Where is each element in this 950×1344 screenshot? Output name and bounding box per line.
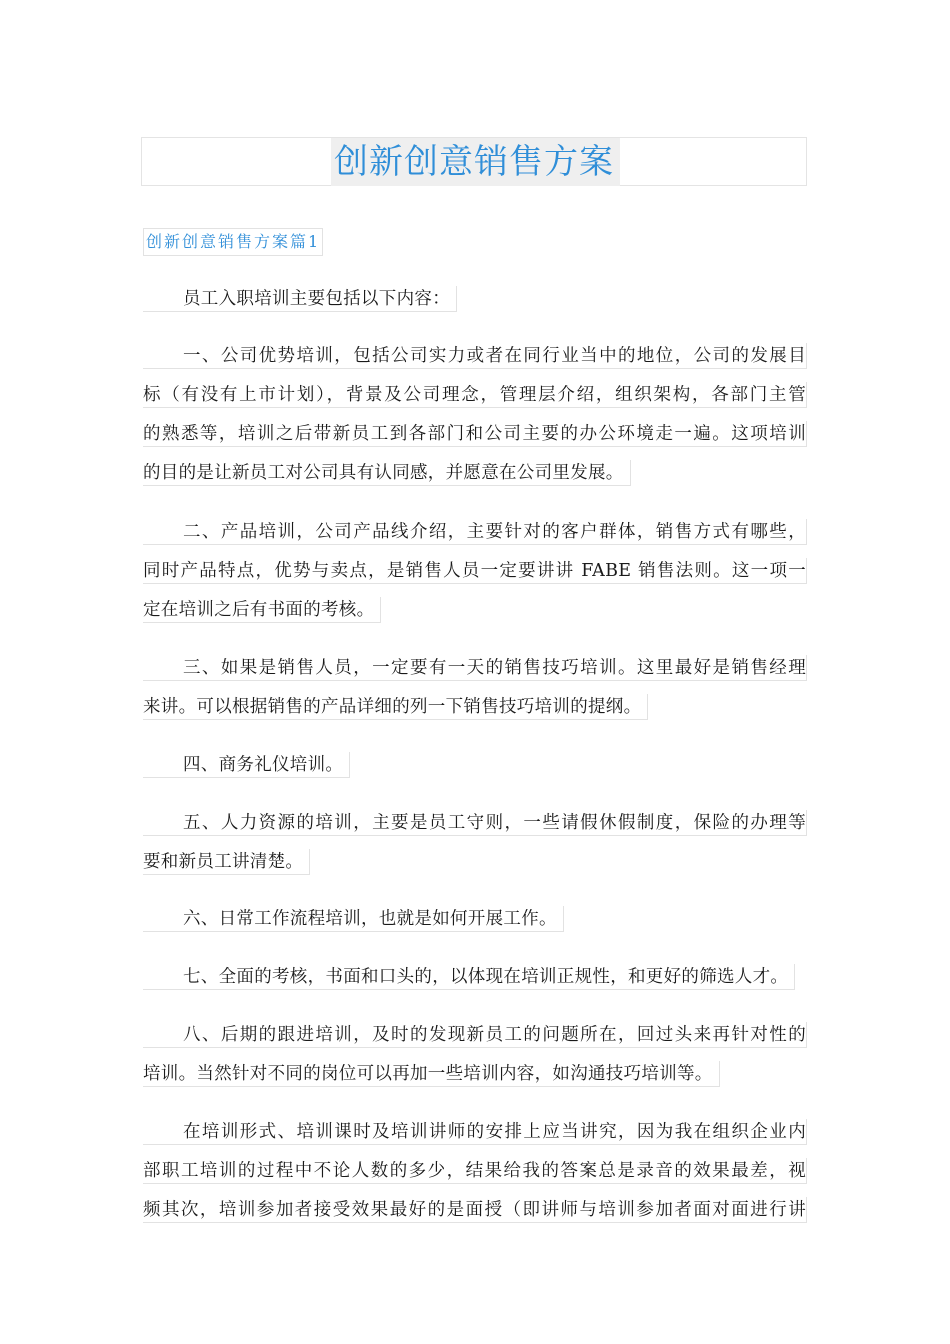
paragraph-line: 二、产品培训，公司产品线介绍，主要针对的客户群体，销售方式有哪些， xyxy=(143,519,807,545)
paragraph-line: 部职工培训的过程中不论人数的多少，结果给我的答案总是录音的效果最差，视 xyxy=(143,1158,807,1184)
paragraph xyxy=(143,343,807,503)
paragraph-line: 的熟悉等，培训之后带新员工到各部门和公司主要的办公环境走一遍。这项培训 xyxy=(143,421,807,447)
document-title-box xyxy=(141,137,807,186)
paragraph xyxy=(143,810,807,892)
paragraph xyxy=(143,655,807,737)
paragraph-line: 来讲。可以根据销售的产品详细的列一下销售技巧培训的提纲。 xyxy=(143,694,648,720)
paragraph-line: 一、公司优势培训，包括公司实力或者在同行业当中的地位，公司的发展目 xyxy=(143,343,807,369)
document-title: 创新创意销售方案 xyxy=(334,142,614,182)
paragraph-line: 三、如果是销售人员，一定要有一天的销售技巧培训。这里最好是销售经理 xyxy=(143,655,807,681)
paragraph-line: 员工入职培训主要包括以下内容： xyxy=(143,286,457,312)
paragraph-line: 同时产品特点，优势与卖点，是销售人员一定要讲讲 FABE 销售法则。这一项一 xyxy=(143,558,807,584)
section-heading: 创新创意销售方案篇1 xyxy=(143,228,323,256)
paragraph-line: 标（有没有上市计划），背景及公司理念，管理层介绍，组织架构，各部门主管 xyxy=(143,382,807,408)
paragraph xyxy=(143,964,807,1007)
paragraph xyxy=(143,1022,807,1104)
paragraph xyxy=(143,752,807,795)
paragraph-line: 要和新员工讲清楚。 xyxy=(143,849,310,875)
paragraph xyxy=(143,1119,807,1236)
paragraph-line: 在培训形式、培训课时及培训讲师的安排上应当讲究，因为我在组织企业内 xyxy=(143,1119,807,1145)
paragraph-line: 频其次，培训参加者接受效果最好的是面授（即讲师与培训参加者面对面进行讲 xyxy=(143,1197,807,1223)
paragraph xyxy=(143,286,807,329)
paragraph-line: 定在培训之后有书面的考核。 xyxy=(143,597,381,623)
paragraph xyxy=(143,906,807,949)
paragraph-line: 六、日常工作流程培训，也就是如何开展工作。 xyxy=(143,906,564,932)
paragraph-line: 八、后期的跟进培训，及时的发现新员工的问题所在，回过头来再针对性的 xyxy=(143,1022,807,1048)
paragraph xyxy=(143,519,807,640)
paragraph-line: 四、商务礼仪培训。 xyxy=(143,752,350,778)
paragraph-line: 五、人力资源的培训，主要是员工守则，一些请假休假制度，保险的办理等 xyxy=(143,810,807,836)
paragraph-line: 七、全面的考核，书面和口头的，以体现在培训正规性，和更好的筛选人才。 xyxy=(143,964,795,990)
paragraph-line: 培训。当然针对不同的岗位可以再加一些培训内容，如沟通技巧培训等。 xyxy=(143,1061,720,1087)
paragraph-line: 的目的是让新员工对公司具有认同感，并愿意在公司里发展。 xyxy=(143,460,631,486)
